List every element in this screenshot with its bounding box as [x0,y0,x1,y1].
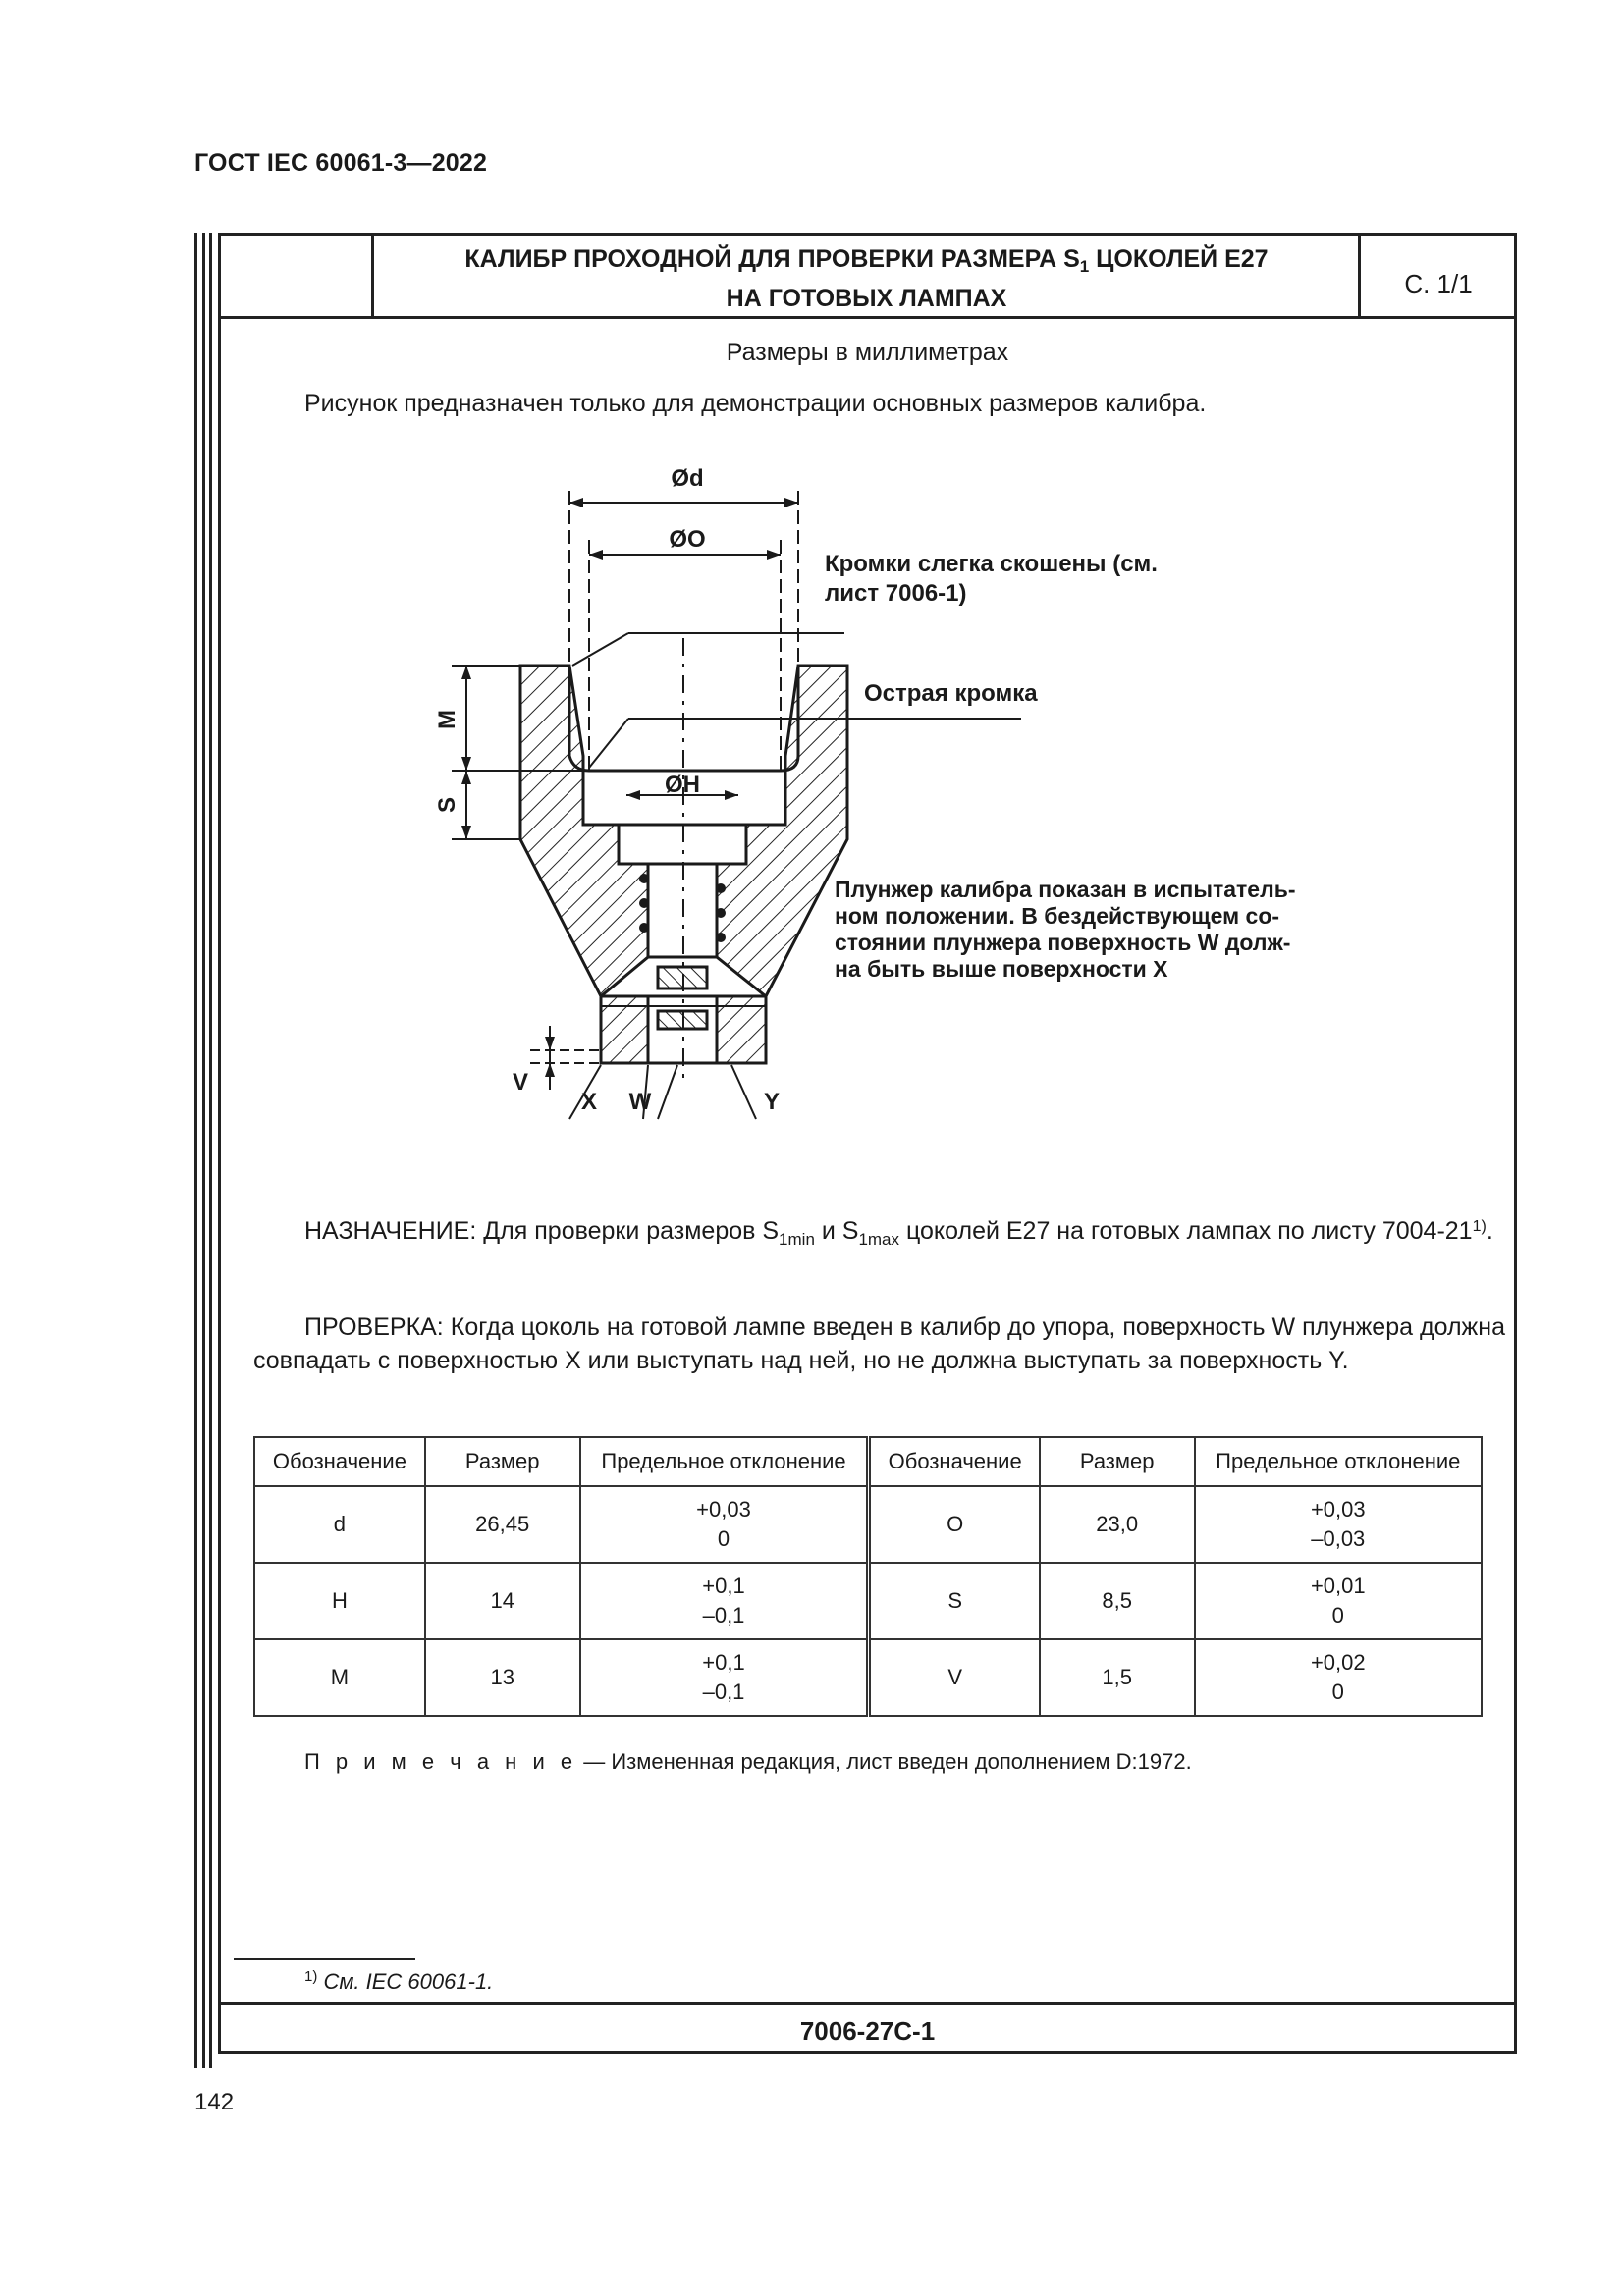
size-cell: 8,5 [1040,1563,1195,1639]
page-number: 142 [194,2089,235,2115]
label-v: V [512,1069,529,1095]
designation-cell: V [869,1639,1040,1716]
tolerance-cell: +0,03 0 [580,1486,869,1563]
callout-plunger: Плунжер калибра показан в испытатель- [835,877,1296,902]
dimension-arrows [461,498,798,1077]
sheet-code: 7006-27C-1 [799,2016,936,2046]
standard-designation: ГОСТ IEC 60061-3—2022 [194,149,488,177]
size-cell: 23,0 [1040,1486,1195,1563]
column-header: Предельное отклонение [580,1437,869,1486]
label-o: ØO [669,526,706,553]
tolerance-cell: +0,1 –0,1 [580,1639,869,1716]
column-header: Размер [425,1437,580,1486]
callout-edges-ref: лист 7006-1) [825,580,967,607]
table-row [254,1563,1482,1639]
amendment-note: П р и м е ч а н и е — Измененная редакция, лист введен дополнением D:1972. [304,1749,1192,1774]
table-row [254,1486,1482,1563]
label-s: S [434,796,460,814]
footnote-separator [234,1958,415,1960]
dimensions-note: Размеры в миллиметрах [726,339,1009,366]
column-header: Обозначение [869,1437,1040,1486]
sheet-number: С. 1/1 [1404,268,1473,298]
designation-cell: d [254,1486,425,1563]
footnote: $^{1)}$ См. IEC 60061-1. [304,1968,494,1994]
purpose-paragraph: НАЗНАЧЕНИЕ: Для проверки размеров $S_{1min}$ и $S_{1max}$ цоколей E27 на готовых лампах по листу 7004-21$^{1)}$. [304,1217,1493,1249]
column-header: Обозначение [254,1437,425,1486]
callout-plunger: стоянии плунжера поверхность W долж- [835,930,1291,955]
figure-note: Рисунок предназначен только для демонстрации основных размеров калибра. [304,390,1207,417]
label-w: W [628,1089,652,1115]
label-d: Ød [671,465,704,492]
callout-edges: Кромки слегка скошены (см. [825,551,1158,577]
size-cell: 1,5 [1040,1639,1195,1716]
designation-cell: H [254,1563,425,1639]
size-cell: 13 [425,1639,580,1716]
label-m: M [434,710,460,729]
size-cell: 14 [425,1563,580,1639]
size-cell: 26,45 [425,1486,580,1563]
designation-cell: O [869,1486,1040,1563]
table-row [254,1639,1482,1716]
table-header-row [254,1437,1482,1486]
tolerance-table [253,1436,1483,1717]
column-header: Размер [1040,1437,1195,1486]
tolerance-cell: +0,1 –0,1 [580,1563,869,1639]
sheet-title: КАЛИБР ПРОХОДНОЙ ДЛЯ ПРОВЕРКИ РАЗМЕРА $S_1$ ЦОКОЛЕЙ E27 НА ГОТОВЫХ ЛАМПАХ [464,245,1269,312]
tolerance-cell: +0,03 –0,03 [1195,1486,1482,1563]
column-header: Предельное отклонение [1195,1437,1482,1486]
label-x: X [580,1089,598,1115]
tolerance-cell: +0,01 0 [1195,1563,1482,1639]
callout-sharp-edge: Острая кромка [864,680,1038,707]
code-divider [218,2002,1517,2005]
designation-cell: M [254,1639,425,1716]
check-paragraph: ПРОВЕРКА: Когда цоколь на готовой лампе введен в калибр до упора, поверхность W плунжера должна совпадать с поверхностью X или выступать над ней, но не должна выступать за поверхность Y. [253,1313,1505,1374]
label-y: Y [763,1089,781,1115]
designation-cell: S [869,1563,1040,1639]
label-h: ØH [665,772,700,798]
callout-plunger: ном положении. В бездействующем со- [835,903,1280,929]
callout-plunger: на быть выше поверхности X [835,956,1168,982]
tolerance-cell: +0,02 0 [1195,1639,1482,1716]
